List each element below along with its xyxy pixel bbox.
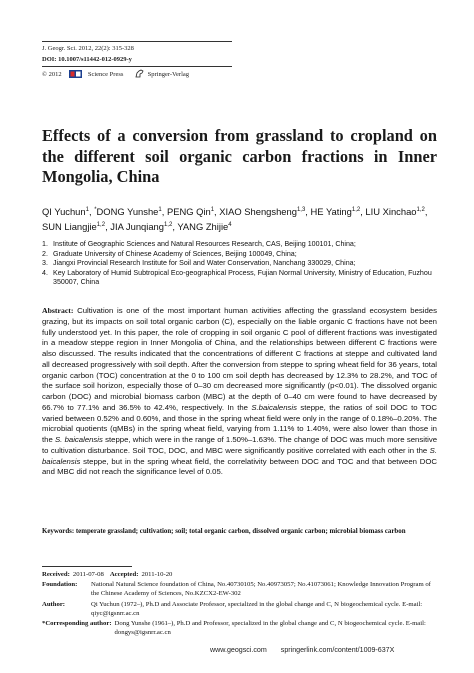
foundation-label: Foundation: <box>42 581 78 589</box>
keywords-label: Keywords: <box>42 528 75 535</box>
keywords <box>42 527 437 537</box>
author-affiliation-marker: 4 <box>228 221 232 228</box>
author-list: QI Yuchun$^1$, *DONG Yunshe$^1$, PENG Qin$^1$, XIAO Shengsheng$^{1,3}$, HE Yating$^{1,2}$, LIU Xinchao$^{1,2}$, SUN Liangjie$^{1,2}$, JIA Junqiang$^{1,2}$, YANG Zhijie$^4$ <box>42 206 428 232</box>
author-name-text: SUN Liangjie <box>42 220 97 232</box>
copyright-line <box>42 71 189 79</box>
affiliation-text: Graduate University of Chinese Academy of Sciences, Beijing 100049, China; <box>53 249 297 258</box>
author-text: Qi Yuchun (1972–), Ph.D and Associate Professor, specialized in the global change and C, N biogeochemical cycle. E-mail: qiyc@igsnrr.ac.cn <box>91 600 423 617</box>
affiliation-text: Jiangxi Provincial Research Institute for Soil and Water Conservation, Nanchang 330029, China; <box>53 259 356 268</box>
accepted-label: Accepted: <box>109 571 139 578</box>
foundation-text: National Natural Science foundation of China, No.40730105; No.40973057; No.41073061; Knowledge Innovation Program of the Chinese Academy of Sciences, No.KZCX2-EW-302 <box>91 581 431 598</box>
affiliation-text: Key Laboratory of Humid Subtropical Eco-geographical Process, Fujian Normal University, Ministry of Education, Fuzhou 350007, China <box>53 268 432 287</box>
affiliation-item <box>42 240 437 250</box>
author-affiliation-marker: 1 <box>85 206 89 213</box>
author-name <box>219 206 305 217</box>
received-label: Received: <box>42 571 70 578</box>
author-name-text: XIAO Shengsheng <box>219 206 297 217</box>
affiliation-list <box>42 240 437 288</box>
accepted-date: 2011-10-20 <box>141 571 173 578</box>
author-name <box>110 221 172 232</box>
author-name <box>94 206 162 217</box>
species-name: S.baicalensis <box>251 402 298 412</box>
corresponding-author-label: *Corresponding author: <box>42 620 112 628</box>
science-press-logo-icon <box>69 70 82 78</box>
affiliation-number: 3. <box>42 259 48 268</box>
author-name <box>177 221 231 232</box>
abstract-text-part: steppe, the ratios of soil DOC to TOC varied between 0.52% and 0.60%, and those in the spring wheat field were only in the range of 0.18%–0.20%. The microbial quotients (qMBs) in the spring wheat field, varying from 1.11% to 1.40%, were also lower than those in the <box>42 402 437 444</box>
abstract-label: Abstract: <box>42 306 74 315</box>
author-name-text: YANG Zhijie <box>177 220 229 232</box>
author-affiliation-marker: 1 <box>210 206 215 213</box>
affiliation-number: 2. <box>42 249 48 258</box>
doi: DOI: 10.1007/s11442-012-0929-y <box>42 56 132 63</box>
species-name: S. baicalensis <box>55 435 103 444</box>
affiliation-text: Institute of Geographic Sciences and Natural Resources Research, CAS, Beijing 100101, China; <box>53 240 356 248</box>
corresponding-marker: * <box>94 206 97 213</box>
received-accepted-row <box>42 571 437 580</box>
affiliation-item <box>42 269 437 288</box>
abstract-text-part: steppe, but in the spring wheat field, the correlativity between DOC and TOC and that between DOC and MBC did not reach the significance level of 0.05. <box>42 456 437 477</box>
journal-citation: J. Geogr. Sci. 2012, 22(2): 315-328 <box>42 45 134 52</box>
publisher-science-press: Science Press <box>87 71 124 78</box>
author-name <box>42 206 89 217</box>
species-name: S. baicalensis <box>42 445 437 466</box>
footer-site-geogsci[interactable]: www.geogsci.com <box>210 646 267 654</box>
author-affiliation-marker: 1,3 <box>296 206 306 213</box>
author-name-text: QI Yuchun <box>42 206 86 217</box>
author-name-text: PENG Qin <box>166 206 211 217</box>
affiliation-item <box>42 250 437 260</box>
author-name <box>167 206 214 217</box>
author-name <box>365 206 424 217</box>
publisher-springer: Springer-Verlag <box>147 71 190 78</box>
author-name <box>42 221 105 232</box>
affiliation-item <box>42 259 437 269</box>
author-name-text: JIA Junqiang <box>110 220 164 232</box>
corresponding-author-row <box>42 620 437 638</box>
author-label: Author: <box>42 600 66 608</box>
springer-horse-icon <box>135 69 144 78</box>
foundation-row <box>42 581 437 599</box>
copyright-year: © 2012 <box>42 71 62 78</box>
received-date: 2011-07-08 <box>72 571 104 578</box>
author-affiliation-marker: 1 <box>158 206 162 213</box>
footer-site-springerlink[interactable]: springerlink.com/content/1009-637X <box>280 646 395 654</box>
header-rule-bottom <box>42 66 232 67</box>
author-affiliation-marker: 1,2 <box>416 206 425 213</box>
abstract-text-part: steppe, which were in the range of 1.50%–1.63%. The change of DOC was much more sensitive to cultivation disturbance. Soil TOC, DOC, and MBC were significantly positive correlated with each other in the <box>42 435 438 455</box>
author-affiliation-marker: 1,2 <box>163 221 173 228</box>
author-affiliation-marker: 1,2 <box>96 221 106 228</box>
abstract-text-part: Cultivation is one of the most important human activities affecting the grassland ecosystem besides grazing, but its impacts on soil total organic carbon (C), especially on the liable organic C fractions have not been fully understood yet. In this paper, the role of cropping in soil organic C pool of different fractions was investigated in a meadow steppe region in Inner Mongolia of China, and the relationships between different C fractions were also discussed. The results indicated that the concentrations of different C fractions at steppe and cultivated land all decreased progressively with soil depth. After the conversion from steppe to spring wheat field for 36 years, total organic carbon (TOC) concentration at the 0 to 100 cm soil depth has decreased by 12.3% to 28.2%, and TOC of the surface soil horizon, especially those of 0–30 cm decreased more significantly (p<0.01). The dissolved organic carbon (DOC) and microbial biomass carbon (MBC) at the depth of 0–40 cm were found to have decreased by 66.7% to 77.1% and 36.5% to 42.4%, respectively. In the <box>42 306 437 412</box>
page-footer <box>210 646 437 654</box>
author-name-text: DONG Yunshe <box>96 206 159 217</box>
author-affiliation-marker: 1,2 <box>351 206 361 213</box>
footnote-rule <box>42 566 132 567</box>
affiliation-number: 4. <box>42 268 48 277</box>
author-name-text: LIU Xinchao <box>365 206 417 217</box>
keywords-text: temperate grassland; cultivation; soil; total organic carbon, dissolved organic carbon; microbial biomass carbon <box>74 528 406 535</box>
affiliation-number: 1. <box>42 240 48 248</box>
author-row <box>42 601 437 619</box>
corresponding-author-text: Dong Yunshe (1961–), Ph.D and Professor, specialized in the global change and C, N biogeochemical cycle. E-mail: dongys@igsnrr.ac.cn <box>114 620 426 636</box>
author-name <box>311 206 361 217</box>
abstract <box>42 306 437 478</box>
author-name-text: HE Yating <box>310 206 352 217</box>
footnotes <box>42 571 437 639</box>
paper-title: Effects of a conversion from grassland to cropland on the different soil organic carbon fractions in Inner Mongolia, China <box>42 126 437 186</box>
header-rule-top <box>42 41 232 42</box>
